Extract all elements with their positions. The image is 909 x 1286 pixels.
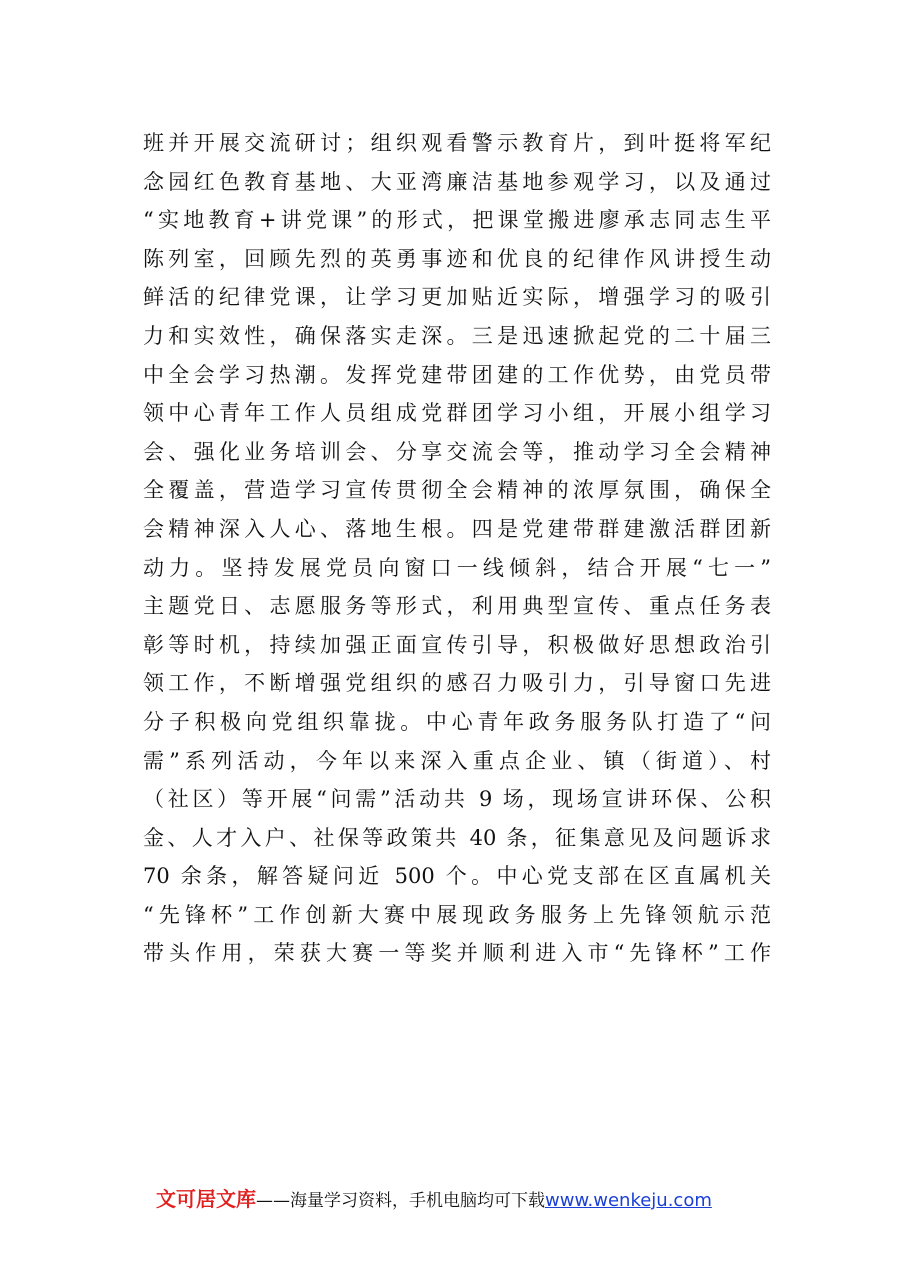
body-line: 会、强化业务培训会、分享交流会等，推动学习全会精神 [143,439,771,464]
body-line: 需”系列活动，今年以来深入重点企业、镇（街道）、村 [143,748,771,773]
page-footer [156,1183,712,1211]
body-line: 力和实效性，确保落实走深。三是迅速掀起党的二十届三 [143,323,771,348]
body-line: 中全会学习热潮。发挥党建带团建的工作优势，由党员带 [143,362,771,387]
body-line: 70 余条，解答疑问近 500 个。中心党支部在区直属机关 [143,864,771,889]
body-line: “先锋杯”工作创新大赛中展现政务服务上先锋领航示范 [143,902,771,927]
document-body [143,124,771,973]
body-line: 主题党日、志愿服务等形式，利用典型宣传、重点任务表 [143,594,771,619]
body-line: 带头作用，荣获大赛一等奖并顺利进入市“先锋杯”工作 [143,941,771,966]
body-line: 陈列室，回顾先烈的英勇事迹和优良的纪律作风讲授生动 [143,246,771,271]
body-line: 领工作，不断增强党组织的感召力吸引力，引导窗口先进 [143,671,771,696]
footer-tagline: ——海量学习资料，手机电脑均可下载 [256,1191,545,1211]
body-line: 领中心青年工作人员组成党群团学习小组，开展小组学习 [143,401,771,426]
body-line: “实地教育+讲党课”的形式，把课堂搬进廖承志同志生平 [143,208,771,233]
body-line: 金、人才入户、社保等政策共 40 条，征集意见及问题诉求 [143,825,771,850]
body-line: （社区）等开展“问需”活动共 9 场，现场宣讲环保、公积 [143,787,771,812]
footer-website-link[interactable]: www.wenkeju.com [545,1190,712,1211]
body-line: 会精神深入人心、落地生根。四是党建带群建激活群团新 [143,516,771,541]
body-line: 分子积极向党组织靠拢。中心青年政务服务队打造了“问 [143,709,771,734]
body-line: 动力。坚持发展党员向窗口一线倾斜，结合开展“七一” [143,555,771,580]
body-line: 彰等时机，持续加强正面宣传引导，积极做好思想政治引 [143,632,771,657]
body-line: 班并开展交流研讨；组织观看警示教育片，到叶挺将军纪 [143,131,771,155]
body-line: 全覆盖，营造学习宣传贯彻全会精神的浓厚氛围，确保全 [143,478,771,503]
body-line: 鲜活的纪律党课，让学习更加贴近实际，增强学习的吸引 [143,285,771,310]
footer-brand: 文可居文库 [156,1187,256,1211]
body-line: 念园红色教育基地、大亚湾廉洁基地参观学习，以及通过 [143,169,771,194]
